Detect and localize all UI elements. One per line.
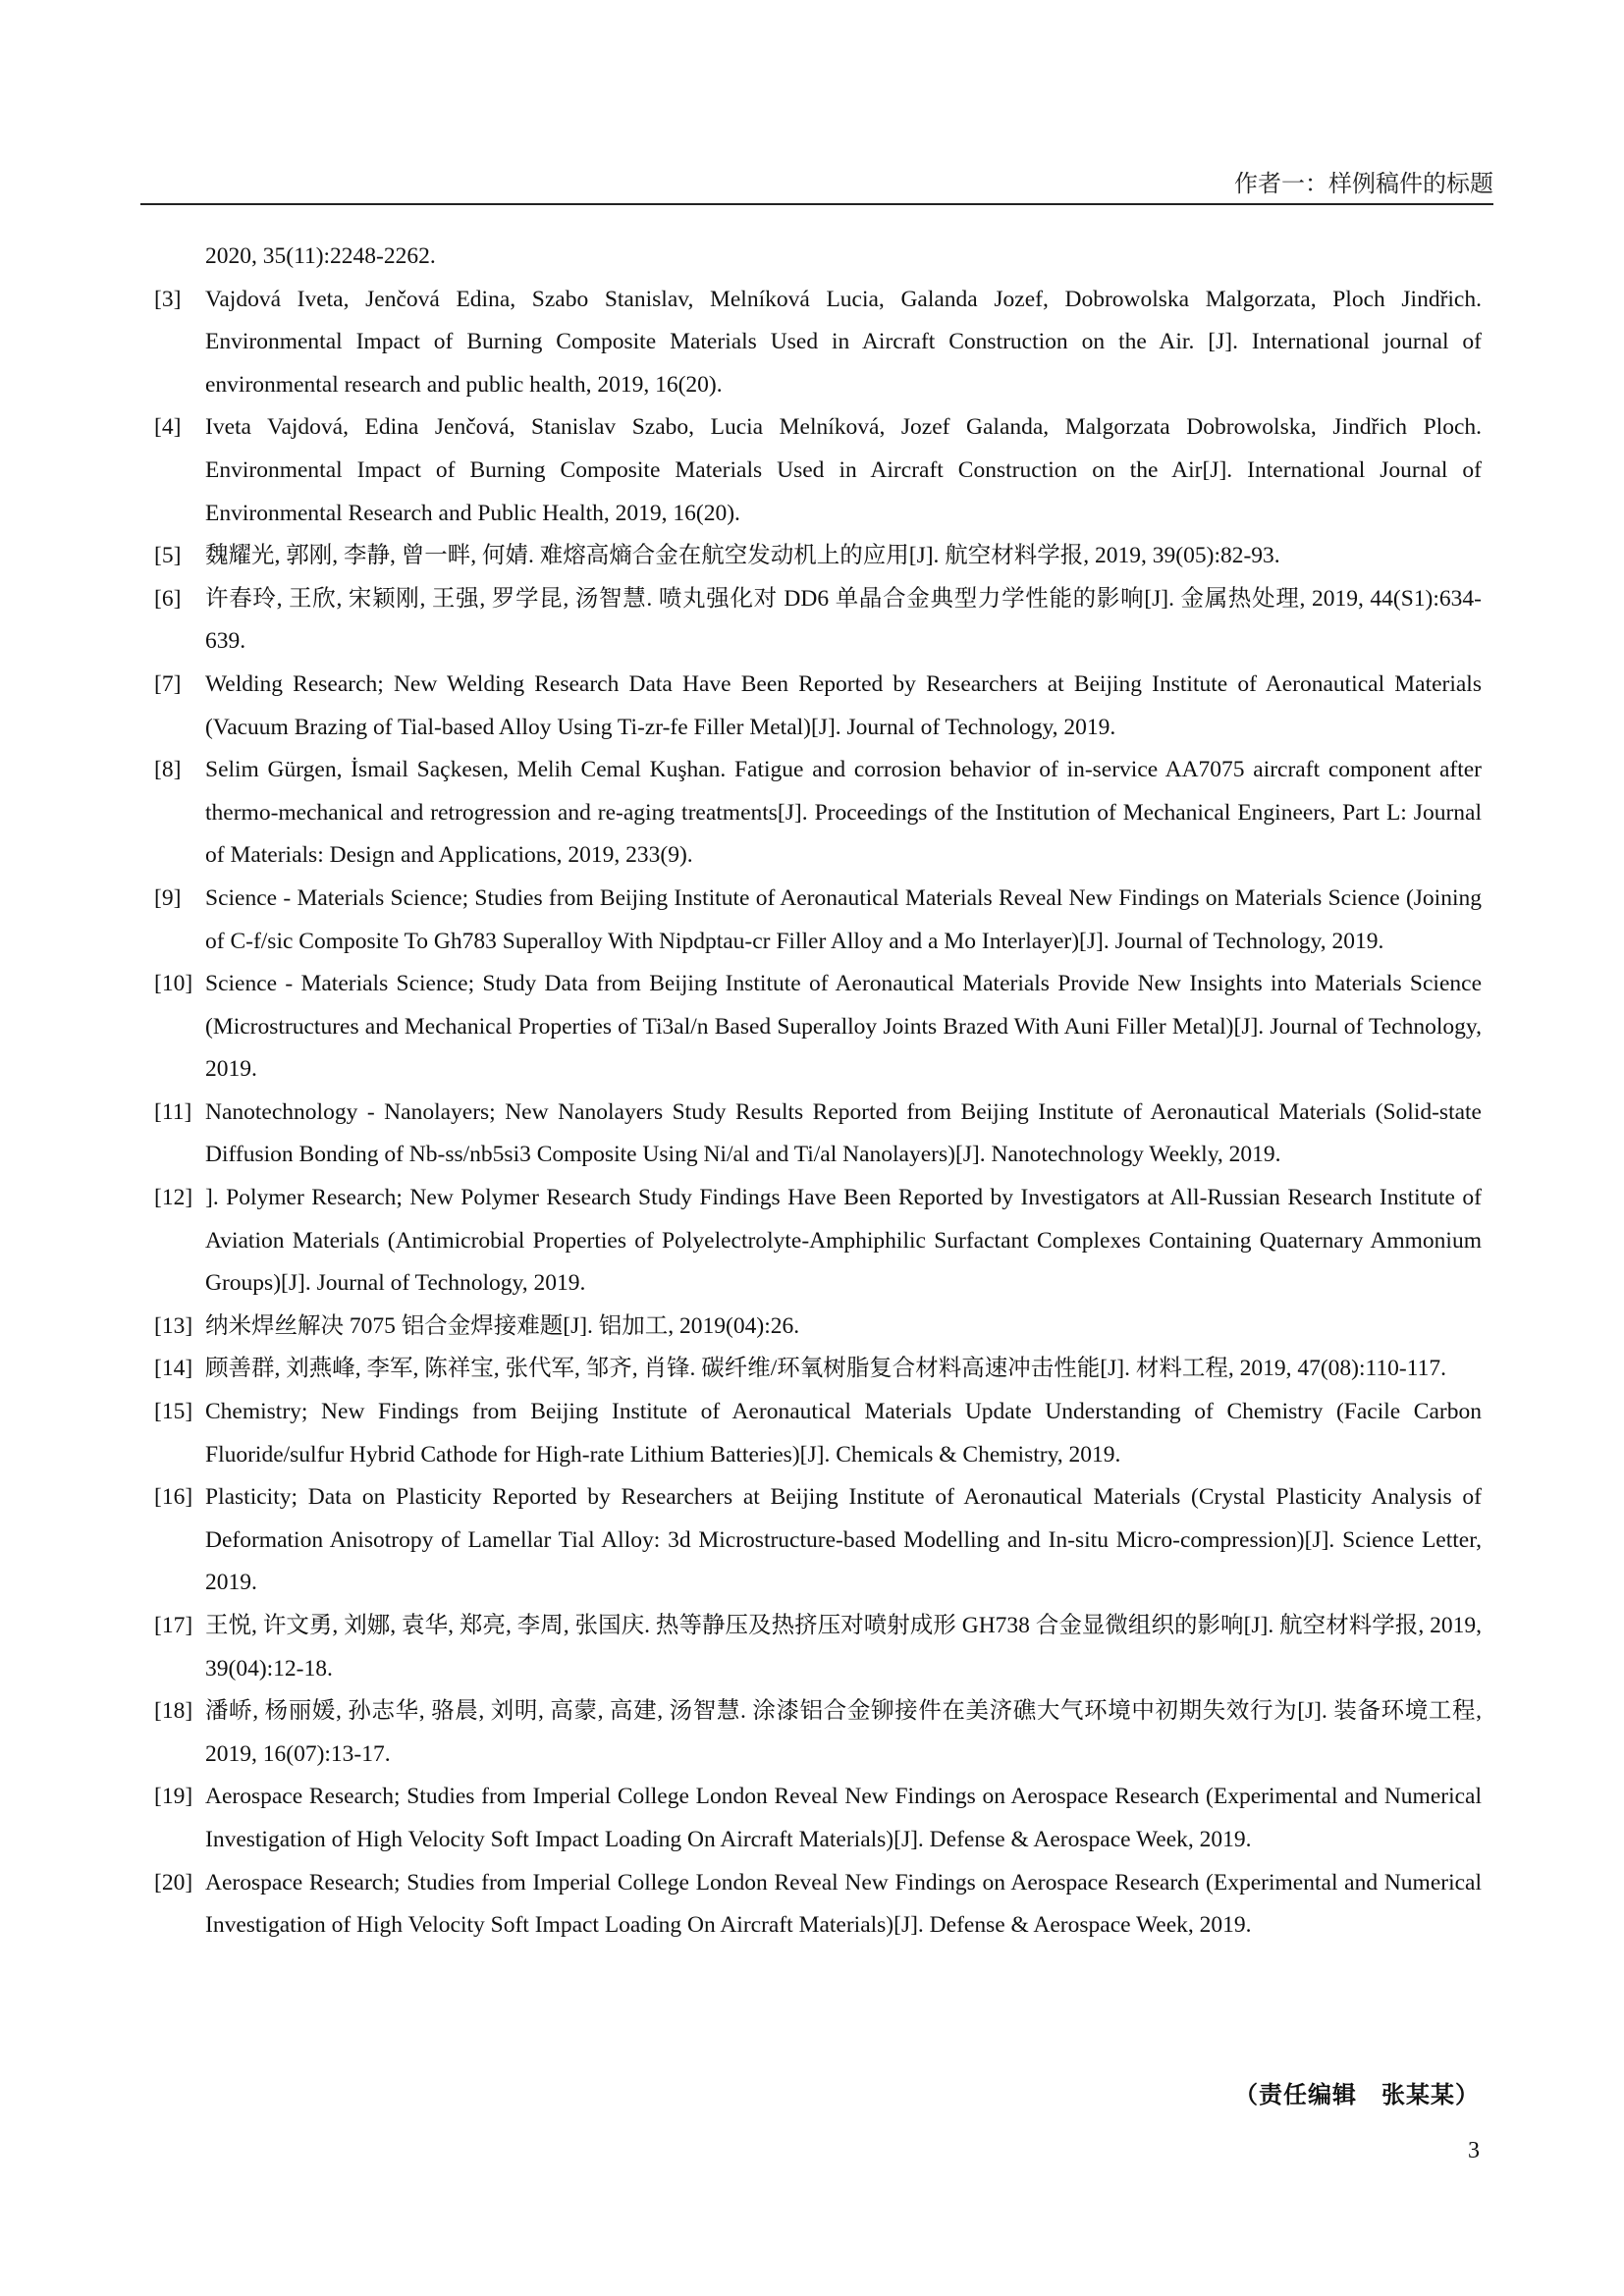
reference-text: Science - Materials Science; Studies from Beijing Institute of Aeronautical Materials Reveal New Findings on Materials Science (Joining of C-f/sic Composite To Gh783 Superalloy With Nipdptau-cr Filler Alloy and a Mo Interlayer)[J]. Journal of Technology, 2019.	[205, 884, 1482, 954]
reference-text: Selim Gürgen, İsmail Saçkesen, Melih Cemal Kuşhan. Fatigue and corrosion behavior of in-service AA7075 aircraft component after thermo-mechanical and retrogression and re-aging treatments[J]. Proceedings of the Institution of Mechanical Engineers, Part L: Journal of Materials: Design and Applications, 2019, 233(9).	[205, 757, 1482, 869]
reference-item	[154, 236, 1482, 279]
reference-item	[154, 1862, 1482, 1948]
reference-text: ]. Polymer Research; New Polymer Research Study Findings Have Been Reported by Investigators at All-Russian Research Institute of Aviation Materials (Antimicrobial Properties of Polyelectrolyte-Amphiphilic Surfactant Complexes Containing Quaternary Ammonium Groups)[J]. Journal of Technology, 2019.	[205, 1185, 1482, 1297]
reference-number: [14]	[154, 1356, 193, 1382]
reference-number: [3]	[154, 286, 182, 312]
reference-number: [19]	[154, 1784, 193, 1810]
reference-number: [7]	[154, 670, 182, 697]
reference-text: Welding Research; New Welding Research Data Have Been Reported by Researchers at Beijing Institute of Aeronautical Materials (Vacuum Brazing of Tial-based Alloy Using Ti-zr-fe Filler Metal)[J]. Journal of Technology, 2019.	[205, 670, 1482, 740]
reference-item	[154, 1776, 1482, 1861]
reference-item	[154, 279, 1482, 407]
reference-item	[154, 749, 1482, 878]
reference-item	[154, 578, 1482, 664]
reference-number: [6]	[154, 585, 182, 612]
reference-number: [18]	[154, 1698, 193, 1725]
reference-text: 许春玲, 王欣, 宋颖刚, 王强, 罗学昆, 汤智慧. 喷丸强化对 DD6 单晶合金典型力学性能的影响[J]. 金属热处理, 2019, 44(S1):634-639.	[205, 585, 1482, 655]
reference-text: Nanotechnology - Nanolayers; New Nanolayers Study Results Reported from Beijing Institute of Aeronautical Materials (Solid-state Diffusion Bonding of Nb-ss/nb5si3 Composite Using Ni/al and Ti/al Nanolayers)[J]. Nanotechnology Weekly, 2019.	[205, 1098, 1482, 1168]
reference-list	[154, 236, 1482, 1948]
reference-item	[154, 1391, 1482, 1476]
reference-item	[154, 1177, 1482, 1306]
reference-item	[154, 878, 1482, 963]
reference-item	[154, 1476, 1482, 1605]
reference-item	[154, 535, 1482, 578]
reference-item	[154, 1605, 1482, 1690]
reference-text: 2020, 35(11):2248-2262.	[205, 243, 436, 269]
reference-text: Science - Materials Science; Study Data from Beijing Institute of Aeronautical Materials Provide New Insights into Materials Science (Microstructures and Mechanical Properties of Ti3al/n Based Superalloy Joints Brazed With Auni Filler Metal)[J]. Journal of Technology, 2019.	[205, 971, 1482, 1083]
reference-number: [12]	[154, 1185, 193, 1211]
reference-number: [4]	[154, 414, 182, 441]
responsible-editor: （责任编辑 张某某）	[1234, 2083, 1480, 2109]
reference-text: Plasticity; Data on Plasticity Reported by Researchers at Beijing Institute of Aeronautical Materials (Crystal Plasticity Analysis of Deformation Anisotropy of Lamellar Tial Alloy: 3d Microstructure-based Modelling and In-situ Micro-compression)[J]. Science Letter, 2019.	[205, 1484, 1482, 1596]
reference-text: Vajdová Iveta, Jenčová Edina, Szabo Stanislav, Melníková Lucia, Galanda Jozef, Dobrowolska Malgorzata, Ploch Jindřich. Environmental Impact of Burning Composite Materials Used in Aircraft Construction on the Air. [J]. International journal of environmental research and public health, 2019, 16(20).	[205, 286, 1482, 398]
reference-number: [11]	[154, 1098, 192, 1125]
reference-item	[154, 406, 1482, 535]
reference-number: [10]	[154, 971, 193, 997]
reference-text: 魏耀光, 郭刚, 李静, 曾一畔, 何婧. 难熔高熵合金在航空发动机上的应用[J]. 航空材料学报, 2019, 39(05):82-93.	[205, 543, 1280, 569]
reference-number: [9]	[154, 884, 182, 911]
reference-text: Iveta Vajdová, Edina Jenčová, Stanislav Szabo, Lucia Melníková, Jozef Galanda, Malgorzata Dobrowolska, Jindřich Ploch. Environmental Impact of Burning Composite Materials Used in Aircraft Construction on the Air[J]. International Journal of Environmental Research and Public Health, 2019, 16(20).	[205, 414, 1482, 526]
reference-text: 王悦, 许文勇, 刘娜, 袁华, 郑亮, 李周, 张国庆. 热等静压及热挤压对喷射成形 GH738 合金显微组织的影响[J]. 航空材料学报, 2019, 39(04):12-18.	[205, 1613, 1482, 1682]
reference-text: Aerospace Research; Studies from Imperial College London Reveal New Findings on Aerospace Research (Experimental and Numerical Investigation of High Velocity Soft Impact Loading On Aircraft Materials)[J]. Defense & Aerospace Week, 2019.	[205, 1869, 1482, 1939]
header-rule	[140, 203, 1493, 205]
reference-number: [13]	[154, 1312, 193, 1339]
reference-text: 顾善群, 刘燕峰, 李军, 陈祥宝, 张代军, 邹齐, 肖锋. 碳纤维/环氧树脂复合材料高速冲击性能[J]. 材料工程, 2019, 47(08):110-117.	[205, 1356, 1446, 1382]
reference-item	[154, 1690, 1482, 1776]
reference-text: Aerospace Research; Studies from Imperial College London Reveal New Findings on Aerospace Research (Experimental and Numerical Investigation of High Velocity Soft Impact Loading On Aircraft Materials)[J]. Defense & Aerospace Week, 2019.	[205, 1784, 1482, 1852]
reference-number: [17]	[154, 1613, 193, 1638]
reference-number: [20]	[154, 1869, 193, 1896]
reference-number: [5]	[154, 543, 182, 569]
running-header: 作者一：样例稿件的标题	[1234, 172, 1493, 197]
reference-item	[154, 1306, 1482, 1349]
reference-item	[154, 664, 1482, 749]
reference-number: [15]	[154, 1399, 193, 1425]
reference-item	[154, 963, 1482, 1092]
reference-item	[154, 1348, 1482, 1391]
page-number: 3	[1468, 2138, 1480, 2163]
reference-number: [16]	[154, 1484, 193, 1511]
reference-number: [8]	[154, 757, 182, 783]
reference-text: 纳米焊丝解决 7075 铝合金焊接难题[J]. 铝加工, 2019(04):26.	[205, 1312, 800, 1339]
reference-item	[154, 1092, 1482, 1177]
reference-text: 潘峤, 杨丽媛, 孙志华, 骆晨, 刘明, 高蒙, 高建, 汤智慧. 涂漆铝合金铆接件在美济礁大气环境中初期失效行为[J]. 装备环境工程, 2019, 16(07):13-17.	[205, 1698, 1482, 1767]
reference-text: Chemistry; New Findings from Beijing Institute of Aeronautical Materials Update Understanding of Chemistry (Facile Carbon Fluoride/sulfur Hybrid Cathode for High-rate Lithium Batteries)[J]. Chemicals & Chemistry, 2019.	[205, 1399, 1482, 1468]
